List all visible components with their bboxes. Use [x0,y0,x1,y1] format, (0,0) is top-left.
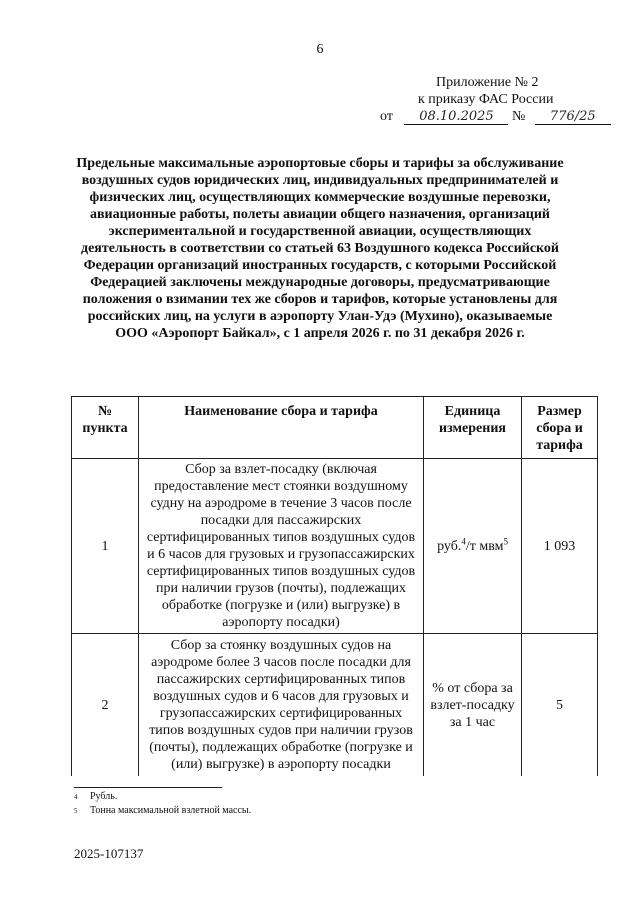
appendix-date-line [380,108,610,125]
page-number: 6 [316,42,324,57]
footnote-divider [74,787,222,788]
footnotes [74,787,251,818]
footnote-text: Рубль. [90,791,118,802]
from-label: от [380,109,393,124]
fees-table [71,396,598,776]
row-size: 1 093 [522,459,598,634]
row-name: Сбор за взлет-посадку (включая предоставление мест стоянки воздушному судну на аэродроме в течение 3 часов после посадки для пассажирских сертифицированных типов воздушных судов и 6 часов для грузовых и грузопассажирских сертифицированных типов воздушных судов при наличии грузов (почты), подлежащих обработке (погрузке и (или) выгрузке) в аэропорту посадки) [139,459,424,634]
handwritten-date: 08.10.2025 [404,110,508,125]
footnote-mark: 4 [74,793,78,801]
footnote-ref-5: 5 [503,535,508,546]
unit-text-mid: /т мвм [465,538,504,554]
header-size: Размер сбора и тарифа [522,397,598,459]
appendix-block [380,74,610,125]
table-header-row [72,397,598,459]
footnote-mark: 5 [74,807,78,815]
row-num: 2 [72,634,139,777]
table-row [72,459,598,634]
table-row [72,634,598,777]
handwritten-number: 776/25 [535,110,611,125]
document-title: Предельные максимальные аэропортовые сборы и тарифы за обслуживание воздушных судов юридических лиц, индивидуальных предпринимателей и физических лиц, осуществляющих коммерческие воздушные перевозки, авиационные работы, полеты авиации общего назначения, организаций экспериментальной и государственной авиации, осуществляющих деятельность в соответствии со статьей 63 Воздушного кодекса Российской Федерации организаций иностранных государств, с которыми Российской Федерацией заключены международные договоры, предусматривающие положения о взимании тех же сборов и тарифов, которые установлены для российских лиц, на услуги в аэропорту Улан-Удэ (Мухино), оказываемые ООО «Аэропорт Байкал», с 1 апреля 2026 г. по 31 декабря 2026 г. [76,156,564,341]
row-size: 5 [522,634,598,777]
header-unit: Единица измерения [424,397,522,459]
header-num: № пункта [72,397,139,459]
appendix-order-ref: к приказу ФАС России [418,92,554,107]
footnote-text: Тонна максимальной взлетной массы. [90,805,252,816]
header-name: Наименование сбора и тарифа [139,397,424,459]
row-name: Сбор за стоянку воздушных судов на аэродроме более 3 часов после посадки для пассажирских сертифицированных типов воздушных судов и 6 часов для грузовых и грузопассажирских сертифицированных типов воздушных судов при наличии грузов (почты), подлежащих обработке (погрузке и (или) выгрузке) в аэропорту посадки [139,634,424,777]
number-label: № [511,109,526,124]
footnote [74,804,251,818]
row-unit [424,459,522,634]
appendix-title: Приложение № 2 [436,75,539,90]
document-id: 2025-107137 [74,846,144,861]
row-num: 1 [72,459,139,634]
footnote [74,790,251,804]
row-unit: % от сбора за взлет-посадку за 1 час [424,634,522,777]
unit-text: руб. [437,538,462,554]
footnote-ref-4: 4 [461,535,466,546]
